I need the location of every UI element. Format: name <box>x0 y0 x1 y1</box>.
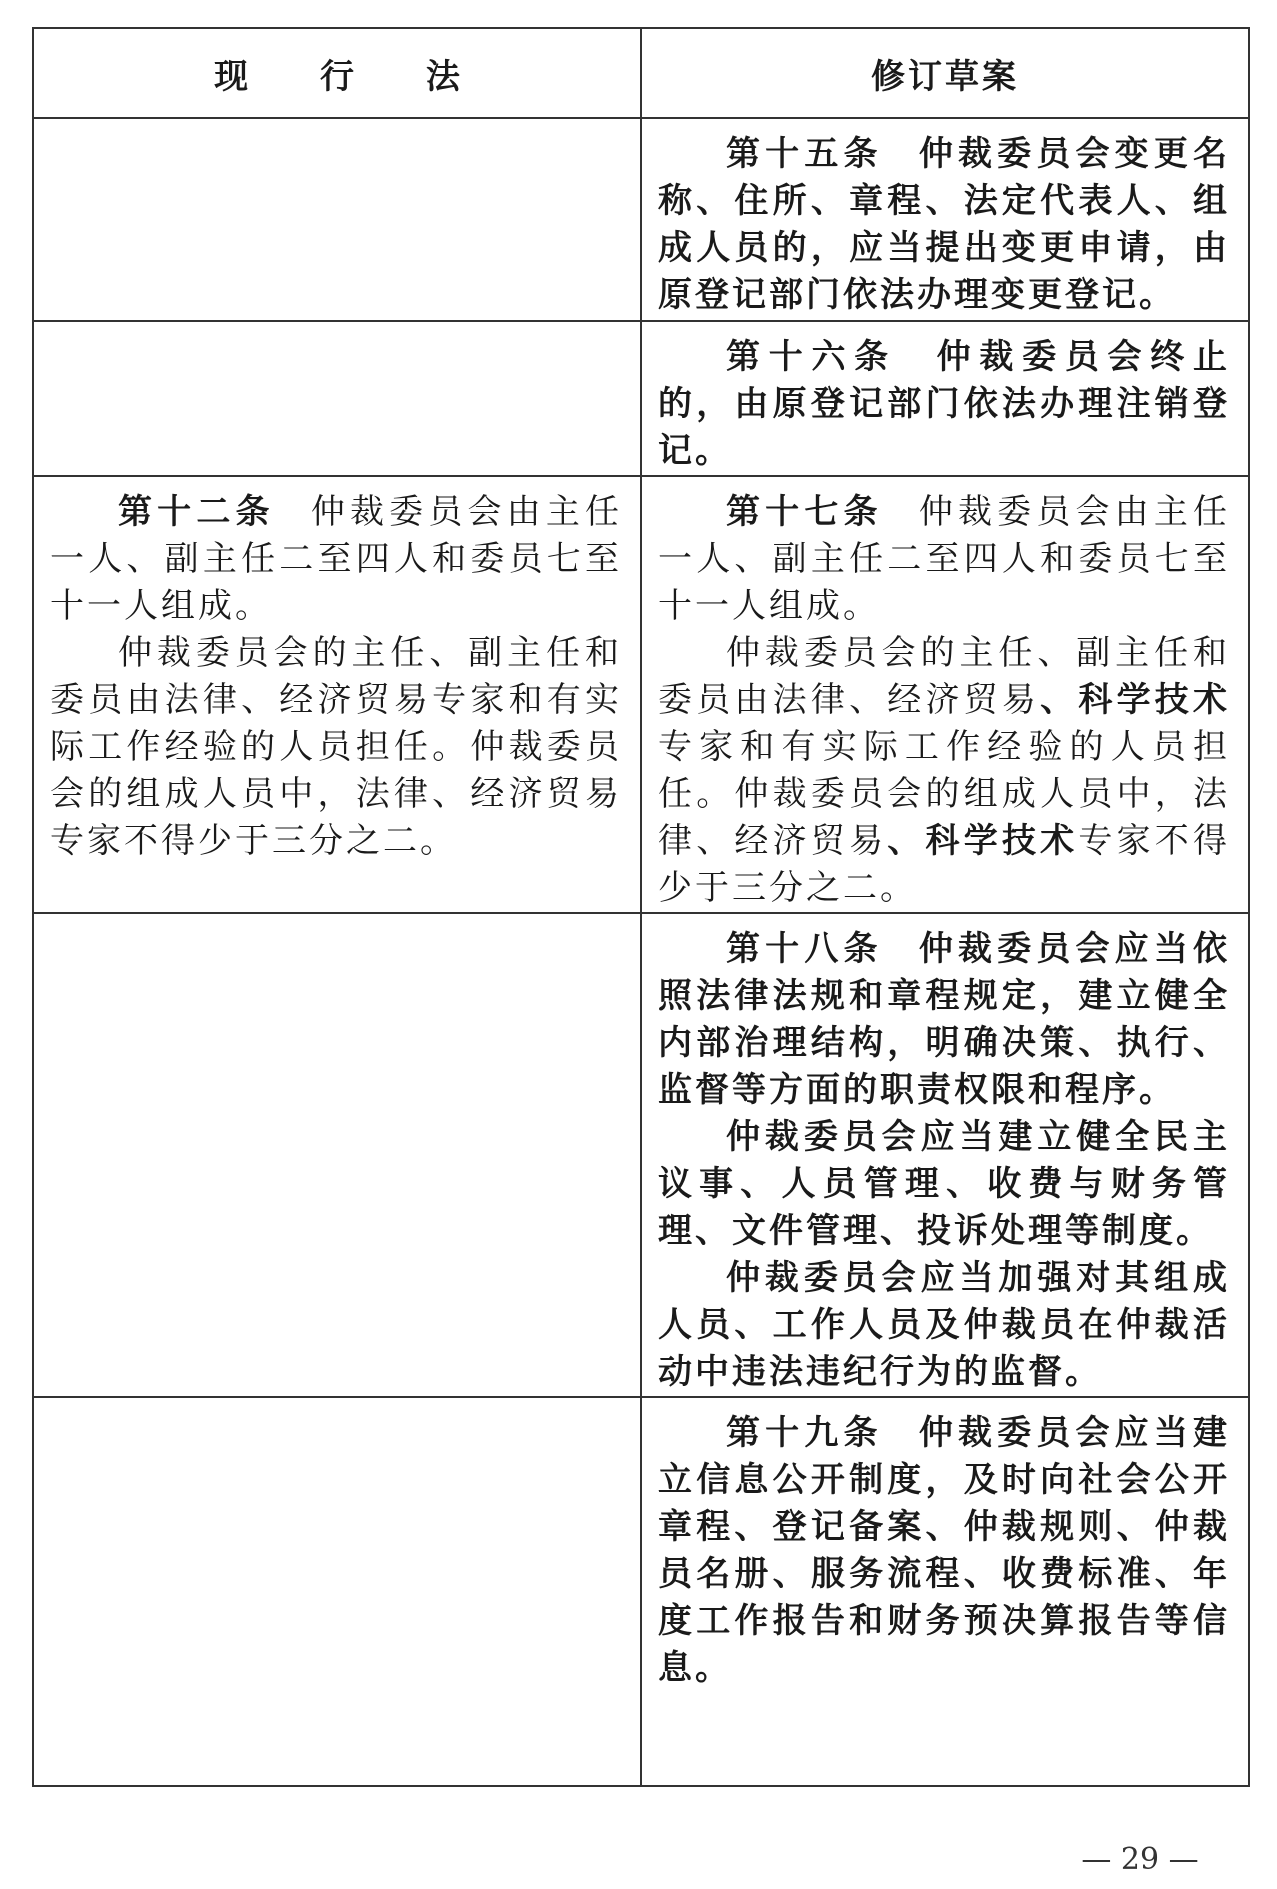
article-paragraph <box>50 630 622 865</box>
article-number: 第十七条 <box>726 492 883 532</box>
revised-draft-cell <box>641 1397 1249 1786</box>
article-text: 仲裁委员会应当建立信息公开制度，及时向社会公开章程、登记备案、仲裁规则、仲裁员名册、服务流程、收费标准、年度工作报告和财务预决算报告等信息。 <box>658 1413 1231 1688</box>
article-paragraph <box>658 1410 1230 1692</box>
article-text: 仲裁委员会的主任、副主任和委员由法律、经济贸易 <box>658 633 1230 720</box>
revised-draft-cell <box>641 913 1249 1397</box>
article-paragraph <box>658 334 1230 475</box>
current-law-cell <box>33 913 641 1397</box>
article-number: 第十六条 <box>726 337 897 377</box>
revised-draft-cell <box>641 118 1249 321</box>
article-number: 第十五条 <box>726 134 883 174</box>
article-text: 专家不得少于三分之二。 <box>658 821 1231 908</box>
current-law-cell <box>33 1397 641 1786</box>
article-text: 仲裁委员会变更名称、住所、章程、法定代表人、组成人员的，应当提出变更申请，由原登记部门依法办理变更登记。 <box>658 134 1231 315</box>
article-text: 仲裁委员会终止的，由原登记部门依法办理注销登记。 <box>658 337 1231 471</box>
article-text: 仲裁委员会的主任、副主任和委员由法律、经济贸易专家和有实际工作经验的人员担任。仲裁委员会的组成人员中，法律、经济贸易专家不得少于三分之二。 <box>50 633 622 861</box>
revised-draft-cell <box>641 476 1249 913</box>
article-number: 第十二条 <box>118 492 275 532</box>
article-text: 专家和有实际工作经验的人员担任。仲裁委员会的组成人员中，法律、经济贸易 <box>658 727 1230 861</box>
article-paragraph <box>50 489 622 630</box>
article-paragraph <box>658 630 1230 912</box>
table-row <box>33 476 1249 913</box>
table-row <box>33 1397 1249 1786</box>
article-paragraph <box>658 1114 1230 1255</box>
article-paragraph <box>658 489 1230 630</box>
article-text: 仲裁委员会应当建立健全民主议事、人员管理、收费与财务管理、文件管理、投诉处理等制度。 <box>658 1117 1230 1251</box>
table-header-row <box>33 28 1249 118</box>
current-law-cell <box>33 118 641 321</box>
amendment-highlight: 、科学技术 <box>887 821 1079 861</box>
revised-draft-cell <box>641 321 1249 476</box>
comparison-table <box>32 27 1250 1787</box>
article-text: 仲裁委员会应当依照法律法规和章程规定，建立健全内部治理结构，明确决策、执行、监督等方面的职责权限和程序。 <box>658 929 1231 1110</box>
header-current-law: 现 行 法 <box>33 28 641 118</box>
article-number: 第十九条 <box>726 1413 883 1453</box>
article-number: 第十八条 <box>726 929 883 969</box>
article-text: 仲裁委员会由主任一人、副主任二至四人和委员七至十一人组成。 <box>50 492 623 626</box>
article-paragraph <box>658 1255 1230 1396</box>
table-row <box>33 118 1249 321</box>
table-row <box>33 321 1249 476</box>
amendment-highlight: 、科学技术 <box>1040 680 1231 720</box>
article-text: 仲裁委员会应当加强对其组成人员、工作人员及仲裁员在仲裁活动中违法违纪行为的监督。 <box>658 1258 1230 1392</box>
article-paragraph <box>658 926 1230 1114</box>
article-text: 仲裁委员会由主任一人、副主任二至四人和委员七至十一人组成。 <box>658 492 1231 626</box>
current-law-cell <box>33 476 641 913</box>
article-paragraph <box>658 131 1230 319</box>
current-law-cell <box>33 321 641 476</box>
table-row <box>33 913 1249 1397</box>
page-number: — 29 — <box>1081 1842 1199 1877</box>
header-revised-draft: 修订草案 <box>641 28 1249 118</box>
